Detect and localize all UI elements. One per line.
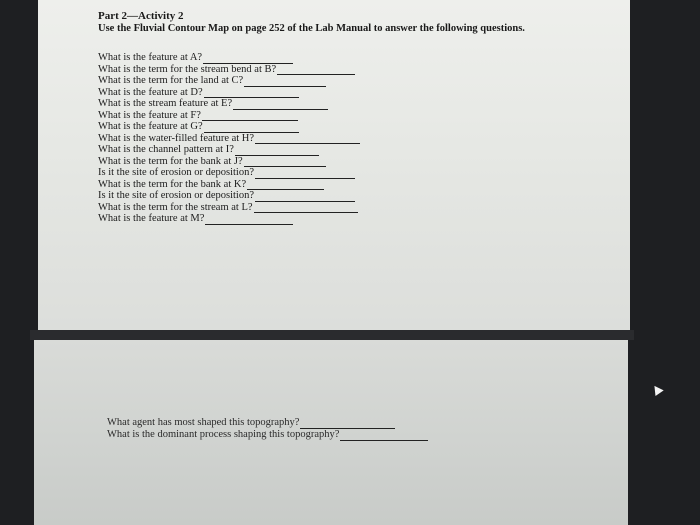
bottom-question-list — [107, 417, 428, 441]
question-text: What is the term for the bank at K? — [98, 178, 247, 190]
question-item — [98, 110, 360, 122]
page-divider — [30, 330, 634, 340]
question-text: What is the feature at A? — [98, 52, 203, 63]
question-text: What is the channel pattern at I? — [98, 144, 234, 155]
mouse-cursor-icon — [650, 383, 663, 396]
question-item — [98, 144, 360, 156]
question-item — [98, 167, 360, 179]
question-text: What is the feature at D? — [98, 86, 203, 98]
answer-blank[interactable] — [340, 439, 428, 441]
question-item — [98, 64, 360, 76]
question-text: What is the term for the stream at L? — [98, 201, 253, 213]
question-item — [98, 98, 360, 110]
instructions-text: Use the Fluvial Contour Map on page 252 of the Lab Manual to answer the following questions. — [98, 23, 525, 34]
question-text: What is the feature at F? — [98, 109, 201, 121]
question-text: What is the term for the stream bend at B? — [98, 63, 277, 75]
question-item — [98, 133, 360, 145]
question-text: What agent has most shaped this topography? — [107, 417, 300, 428]
question-item — [98, 202, 360, 214]
question-item — [98, 52, 360, 64]
question-text: What is the water-filled feature at H? — [98, 132, 255, 144]
question-list — [98, 52, 360, 225]
question-text: What is the term for the land at C? — [98, 75, 244, 86]
question-item — [98, 213, 360, 225]
question-item — [98, 179, 360, 191]
question-item — [98, 156, 360, 168]
question-item — [98, 87, 360, 99]
question-text: What is the feature at M? — [98, 213, 205, 224]
question-text: What is the term for the bank at J? — [98, 155, 243, 167]
question-item — [98, 190, 360, 202]
question-text: Is it the site of erosion or deposition? — [98, 167, 255, 178]
question-text: What is the dominant process shaping this topography? — [107, 429, 340, 440]
question-text: What is the feature at G? — [98, 121, 203, 132]
question-item — [107, 429, 428, 441]
answer-blank[interactable] — [205, 223, 293, 225]
question-item — [98, 75, 360, 87]
question-item — [107, 417, 428, 429]
question-text: Is it the site of erosion or deposition? — [98, 190, 255, 201]
question-item — [98, 121, 360, 133]
question-text: What is the stream feature at E? — [98, 98, 233, 109]
activity-title: Part 2—Activity 2 — [98, 10, 184, 22]
